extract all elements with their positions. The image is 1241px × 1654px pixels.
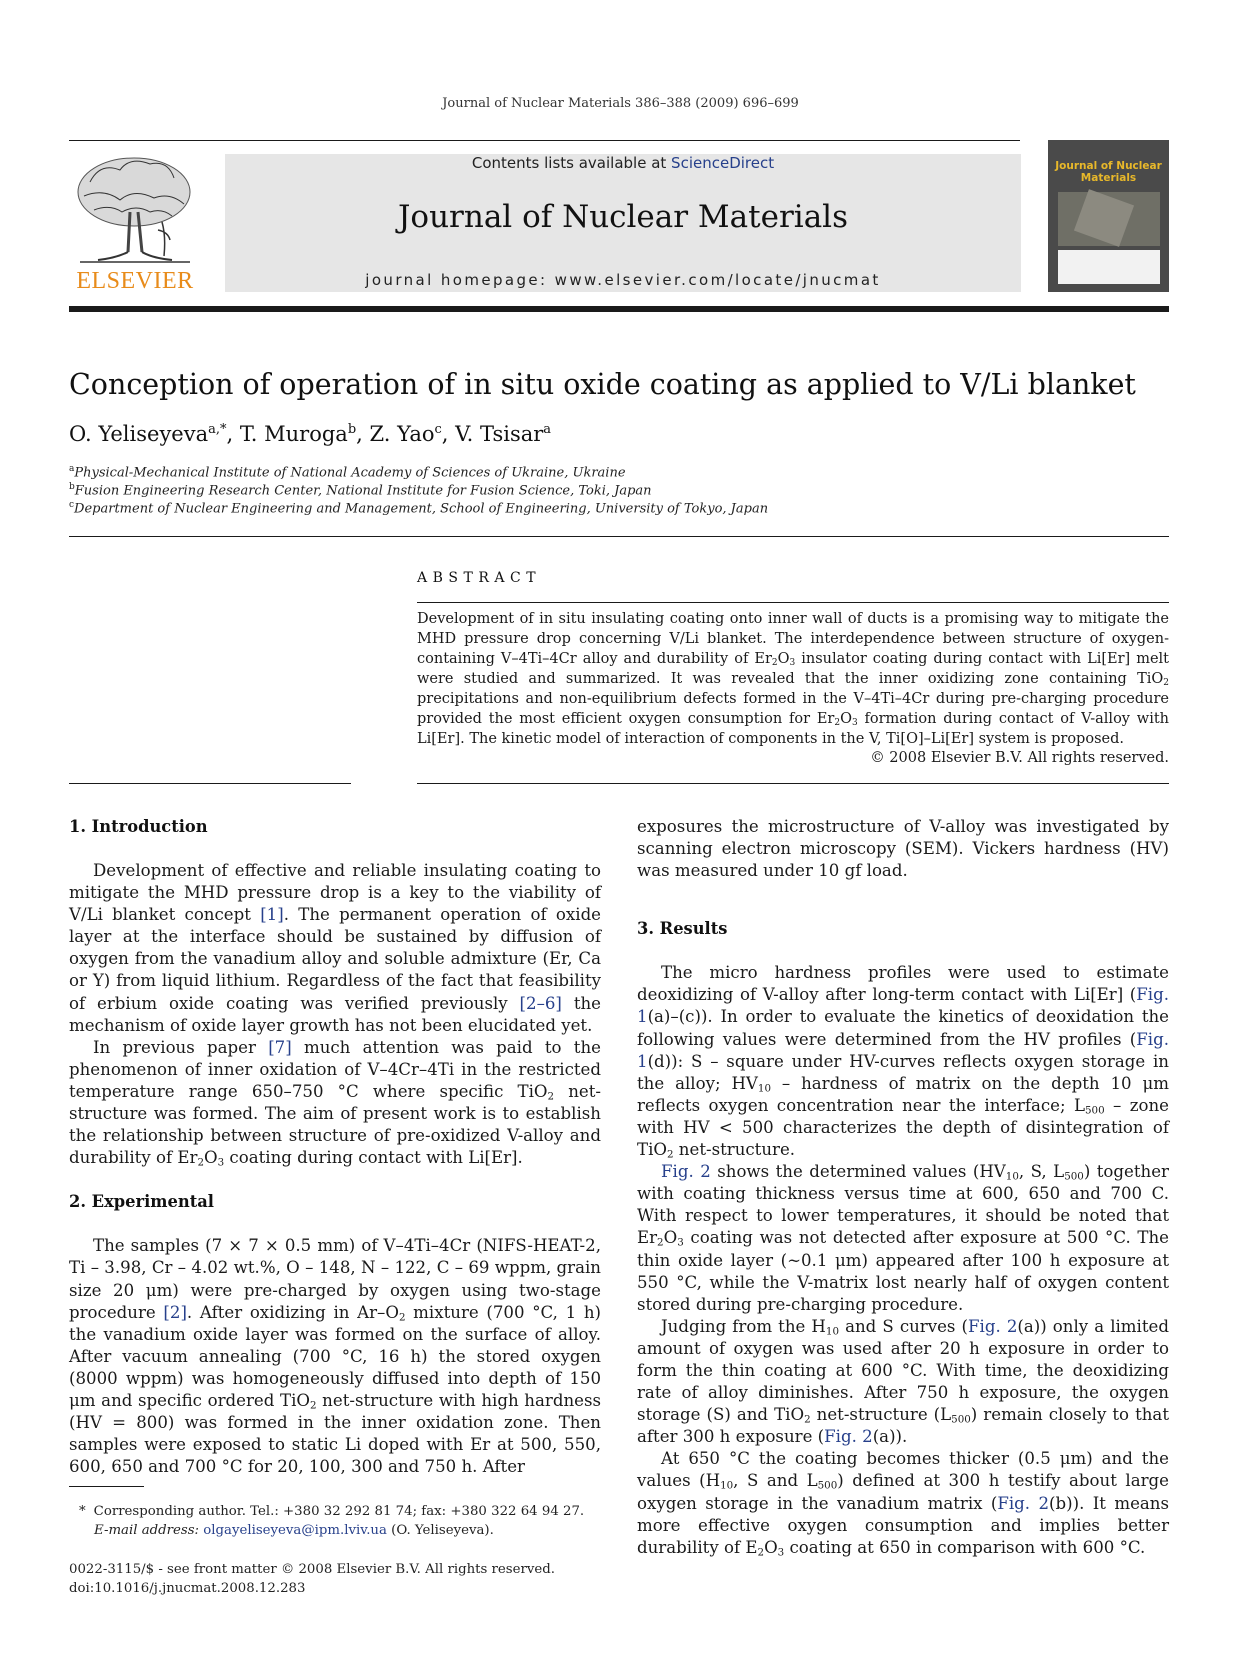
section-heading-results: 3. Results	[637, 919, 728, 939]
body-paragraph: In previous paper [7] much attention was paid to the phenomenon of inner oxidation of V–4Cr–4Ti in the restricted temperature range 650–750 °C where specific TiO$_2$ net-structure was formed. The aim of present work is to establish the relationship between structure of pre-oxidized V-alloy and durability of $Er_2O_3$ coating during contact with Li[Er].	[69, 1037, 602, 1169]
email-link[interactable]: olgayeliseyeva@ipm.lviv.ua	[203, 1523, 387, 1538]
footnote-text: Corresponding author. Tel.: +380 32 292 81 74; fax: +380 322 64 94 27.	[93, 1504, 585, 1519]
author-marks: c	[434, 422, 442, 437]
body-paragraph: Development of effective and reliable insulating coating to mitigate the MHD pressure drop is a key to the viability of V/Li blanket concept [1]. The permanent operation of oxide layer at the interface should be sustained by diffusion of oxygen from the vanadium alloy and soluble admixture (Er, Ca or Y) from liquid lithium. Regardless of the fact that feasibility of erbium oxide coating was verified previously [2–6] the mechanism of oxide layer growth has not been elucidated yet.	[69, 861, 602, 1035]
reference-link[interactable]: [2–6]	[519, 993, 562, 1013]
cover-footer-panel	[1058, 250, 1160, 284]
author-marks: a,*	[208, 422, 227, 437]
affiliation-mark: c	[69, 500, 75, 510]
abstract-text: Development of in situ insulating coating onto inner wall of ducts is a promising way to mitigate the MHD pressure drop concerning V/Li blanket. The interdependence between structure of oxygen-containing V–4Ti–4Cr alloy and durability of $Er_2O_3$ insulator coating during contact with Li[Er] melt were studied and summarized. It was revealed that the inner oxidizing zone containing TiO$_2$ precipitations and non-equilibrium defects formed in the V–4Ti–4Cr during pre-charging procedure provided the most efficient oxygen consumption for $Er_2O_3$ formation during contact of V-alloy with Li[Er]. The kinetic model of interaction of components in the V, Ti[O]–Li[Er] system is proposed.	[417, 611, 1169, 747]
figure-link[interactable]: Fig. 1	[637, 1029, 1169, 1071]
contents-line	[225, 154, 1021, 172]
email-owner: (O. Yeliseyeva).	[386, 1523, 494, 1538]
header-top-rule	[69, 140, 1020, 141]
body-paragraph: The samples (7 × 7 × 0.5 mm) of V–4Ti–4Cr (NIFS-HEAT-2, Ti – 3.98, Cr – 4.02 wt.%, O – 148, N – 122, C – 69 wppm, grain size 20 μm) were pre-charged by oxygen using two-stage procedure [2]. After oxidizing in $Ar-O_2$ mixture (700 °C, 1 h) the vanadium oxide layer was formed on the surface of alloy. After vacuum annealing (700 °C, 16 h) the stored oxygen (8000 wppm) was homogeneously diffused into depth of 150 μm and specific ordered TiO$_2$ net-structure with high hardness (HV = 800) was formed in the inner oxidation zone. Then samples were exposed to static Li doped with Er at 500, 550, 600, 650 and 700 °C for 20, 100, 300 and 750 h. After	[69, 1236, 601, 1477]
affiliation-text: Fusion Engineering Research Center, National Institute for Fusion Science, Toki, Japan	[74, 483, 652, 499]
body-paragraph: Judging from the $H_{10}$ and S curves (Fig. 2(a)) only a limited amount of oxygen was used after 20 h exposure in order to form the thin coating at 600 °C. With time, the deoxidizing rate of alloy diminishes. After 750 h exposure, the oxygen storage (S) and TiO$_2$ net-structure $(L_{500})$ remain closely to that after 300 h exposure (Fig. 2(a)).	[637, 1316, 1169, 1447]
figure-link[interactable]: Fig. 2	[824, 1427, 873, 1447]
author-name[interactable]: T. Muroga	[239, 422, 348, 446]
section-heading-experimental: 2. Experimental	[69, 1192, 214, 1212]
journal-homepage[interactable]: journal homepage: www.elsevier.com/locate/jnucmat	[365, 271, 881, 289]
right-column	[637, 816, 1169, 1559]
figure-link[interactable]: Fig. 2	[997, 1493, 1050, 1513]
author-marks: b	[347, 422, 357, 437]
abstract-copyright: © 2008 Elsevier B.V. All rights reserved.	[870, 750, 1169, 766]
figure-link[interactable]: Fig. 2	[968, 1316, 1018, 1336]
left-separator-rule	[69, 783, 351, 784]
issn-line: 0022-3115/$ - see front matter © 2008 Elsevier B.V. All rights reserved.	[69, 1562, 555, 1577]
author-marks: a	[543, 422, 552, 437]
email-footnote	[94, 1522, 494, 1539]
header-thick-rule	[69, 306, 1169, 312]
body-paragraph: At 650 °C the coating becomes thicker (0.5 μm) and the values ($H_{10}$, S and $L_{500}$) defined at 300 h testify about large oxygen storage in the vanadium matrix (Fig. 2(b)). It means more effective oxygen consumption and implies better durability of $E_2O_3$ coating at 650 in comparison with 600 °C.	[637, 1449, 1169, 1559]
doi-line[interactable]: doi:10.1016/j.jnucmat.2008.12.283	[69, 1581, 306, 1596]
reference-link[interactable]: [7]	[268, 1037, 292, 1057]
affiliation-rule	[69, 536, 1169, 537]
corresponding-author-footnote	[69, 1503, 584, 1520]
body-paragraph: The micro hardness profiles were used to estimate deoxidizing of V-alloy after long-term contact with Li[Er] (Fig. 1(a)–(c)). In order to evaluate the kinetics of deoxidation the following values were determined from the HV profiles (Fig. 1(d)): S – square under HV-curves reflects oxygen storage in the alloy; $HV_{10}$ – hardness of matrix on the depth 10 μm reflects oxygen concentration near the interface; $L_{500}$ – zone with HV < 500 characterizes the depth of disintegration of TiO$_2$ net-structure.	[637, 963, 1169, 1161]
elsevier-wordmark: ELSEVIER	[76, 268, 194, 294]
footnote-rule	[69, 1486, 144, 1487]
journal-title: Journal of Nuclear Materials	[397, 199, 848, 235]
affiliation-mark: a	[69, 464, 75, 474]
left-column	[69, 816, 601, 1478]
abstract-heading: ABSTRACT	[417, 570, 542, 586]
affiliation-text: Physical-Mechanical Institute of National Academy of Sciences of Ukraine, Ukraine	[74, 465, 626, 481]
author-name[interactable]: V. Tsisar	[455, 422, 544, 446]
affiliation-text: Department of Nuclear Engineering and Management, School of Engineering, University of Tokyo, Japan	[74, 501, 769, 517]
sciencedirect-link[interactable]: ScienceDirect	[671, 154, 775, 172]
contents-prefix: Contents lists available at	[471, 154, 672, 172]
author-list: O. Yeliseyeva$^{a,*}$, T. Muroga$^b$, Z. Yao$^c$, V. Tsisar$^a$	[69, 422, 552, 446]
abstract-rule	[417, 602, 1169, 603]
affiliation-mark: b	[69, 482, 75, 492]
author-name[interactable]: O. Yeliseyeva	[69, 422, 209, 446]
section-heading-introduction: 1. Introduction	[69, 817, 208, 836]
cover-title: Journal of Nuclear Materials	[1055, 160, 1162, 184]
article-title: Conception of operation of in situ oxide coating as applied to V/Li blanket	[69, 368, 1136, 401]
reference-link[interactable]: [2]	[163, 1302, 187, 1322]
author-name[interactable]: Z. Yao	[369, 422, 435, 446]
figure-link[interactable]: Fig. 1	[637, 985, 1169, 1027]
affiliation	[69, 464, 626, 480]
email-label: E-mail address:	[94, 1523, 204, 1538]
right-separator-rule	[417, 783, 1169, 784]
footnote-mark: *	[79, 1504, 86, 1519]
elsevier-tree-logo	[70, 152, 200, 268]
body-paragraph: Fig. 2 shows the determined values ($HV_{10}$, S, $L_{500}$) together with coating thickness versus time at 600, 650 and 700 C. With respect to lower temperatures, it should be noted that $Er_2O_3$ coating was not detected after exposure at 500 °C. The thin oxide layer (∼0.1 μm) appeared after 100 h exposure at 550 °C, while the V-matrix lost nearly half of oxygen content stored during pre-charging procedure.	[637, 1162, 1169, 1314]
running-citation: Journal of Nuclear Materials 386–388 (2009) 696–699	[442, 96, 799, 111]
affiliation	[69, 500, 768, 516]
body-paragraph: exposures the microstructure of V-alloy was investigated by scanning electron microscopy (SEM). Vickers hardness (HV) was measured under 10 gf load.	[637, 817, 1169, 881]
cover-micrograph	[1058, 192, 1160, 246]
reference-link[interactable]: [1]	[260, 905, 284, 925]
figure-link[interactable]: Fig. 2	[661, 1162, 711, 1182]
affiliation	[69, 482, 652, 498]
